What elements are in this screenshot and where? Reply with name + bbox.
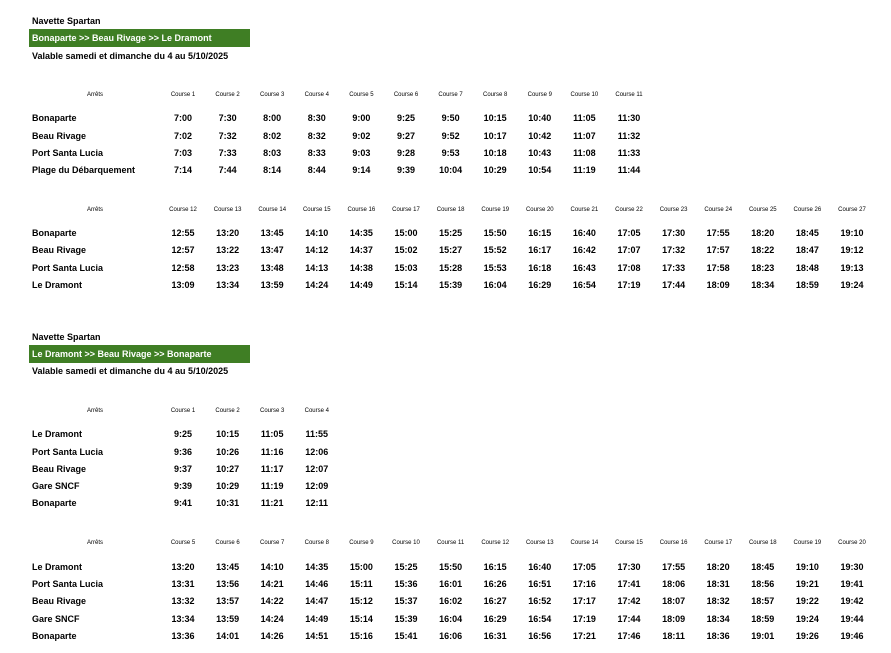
departure-time: 15:39 [394,614,418,624]
departure-time: 18:36 [706,631,730,641]
stop-name: Le Dramont [32,562,83,572]
stop-name: Beau Rivage [32,464,87,474]
departure-time: 10:42 [528,131,552,141]
departure-time: 11:08 [573,148,596,158]
course-header: Course 7 [438,92,463,98]
departure-time: 16:04 [439,614,463,624]
departure-time: 13:20 [171,562,195,572]
course-header: Course 10 [392,540,420,546]
departure-time: 15:00 [394,228,418,238]
departure-time: 19:26 [795,631,819,641]
departure-time: 15:50 [439,562,463,572]
departure-time: 16:42 [572,245,596,255]
departure-time: 7:33 [218,148,237,158]
course-header: Course 11 [615,92,643,98]
stop-name: Beau Rivage [32,245,87,255]
departure-time: 14:26 [260,631,284,641]
validity-text: Valable samedi et dimanche du 4 au 5/10/2025 [32,366,229,376]
course-header: Course 5 [170,540,196,546]
course-header: Course 11 [436,540,465,546]
departure-time: 7:30 [218,113,237,123]
departure-time: 19:46 [840,631,864,641]
course-header: Course 25 [748,207,777,213]
departure-time: 14:10 [305,228,329,238]
departure-time: 10:29 [216,481,240,491]
departure-time: 10:29 [483,165,507,175]
course-header: Course 2 [215,92,240,98]
stops-header-label: Arrêts [86,408,103,414]
course-header: Course 18 [748,540,777,546]
departure-time: 14:22 [260,596,284,606]
departure-time: 18:34 [706,614,730,624]
departure-time: 11:55 [305,429,329,439]
departure-time: 13:59 [216,614,240,624]
course-header: Course 9 [349,540,374,546]
departure-time: 7:00 [173,113,192,123]
departure-time: 9:02 [352,131,371,141]
departure-time: 16:54 [572,280,596,290]
departure-time: 13:34 [216,280,240,290]
departure-time: 16:56 [528,631,552,641]
course-header: Course 7 [260,540,285,546]
departure-time: 12:07 [305,464,329,474]
departure-time: 13:45 [216,562,240,572]
departure-time: 10:27 [216,464,240,474]
departure-time: 13:48 [260,263,284,273]
departure-time: 9:37 [173,464,192,474]
course-header: Course 15 [615,540,643,546]
departure-time: 9:00 [352,113,371,123]
departure-time: 18:57 [751,596,775,606]
departure-time: 11:16 [260,447,284,457]
departure-time: 14:38 [349,263,373,273]
stop-name: Port Santa Lucia [32,579,104,589]
departure-time: 18:07 [662,596,686,606]
departure-time: 14:37 [349,245,373,255]
course-header: Course 13 [525,540,554,546]
departure-time: 14:12 [305,245,329,255]
departure-time: 8:14 [263,165,282,175]
departure-time: 19:24 [840,280,864,290]
departure-time: 18:48 [795,263,819,273]
departure-time: 11:33 [617,148,641,158]
course-header: Course 14 [258,207,287,213]
departure-time: 19:13 [840,263,864,273]
departure-time: 16:40 [572,228,596,238]
departure-time: 13:56 [216,579,240,589]
course-header: Course 17 [704,540,733,546]
course-header: Course 16 [347,207,376,213]
departure-time: 11:30 [617,113,641,123]
departure-time: 17:21 [572,631,596,641]
departure-time: 17:30 [617,562,641,572]
departure-time: 17:58 [706,263,730,273]
course-header: Course 8 [304,540,329,546]
departure-time: 10:54 [528,165,552,175]
departure-time: 16:54 [528,614,552,624]
departure-time: 16:01 [439,579,463,589]
departure-time: 9:53 [441,148,460,158]
departure-time: 15:50 [483,228,507,238]
course-header: Course 6 [393,92,419,98]
departure-time: 14:51 [305,631,329,641]
course-header: Course 5 [349,92,374,98]
departure-time: 18:23 [751,263,775,273]
stops-header-label: Arrêts [86,540,103,546]
stop-name: Bonaparte [32,113,77,123]
departure-time: 8:44 [307,165,326,175]
departure-time: 19:24 [795,614,819,624]
course-header: Course 21 [570,207,599,213]
course-header: Course 15 [302,207,331,213]
course-header: Course 22 [615,207,643,213]
departure-time: 8:33 [307,148,326,158]
departure-time: 11:05 [260,429,284,439]
departure-time: 18:45 [751,562,775,572]
course-header: Course 6 [215,540,240,546]
stops-header-label: Arrêts [86,92,103,98]
departure-time: 19:10 [840,228,864,238]
departure-time: 16:29 [483,614,507,624]
departure-time: 15:37 [394,596,418,606]
departure-time: 19:21 [795,579,819,589]
departure-time: 12:57 [171,245,195,255]
departure-time: 17:08 [617,263,641,273]
departure-time: 9:28 [396,148,415,158]
departure-time: 17:33 [662,263,686,273]
departure-time: 9:50 [441,113,460,123]
stop-name: Bonaparte [32,228,77,238]
departure-time: 17:05 [617,228,641,238]
departure-time: 7:32 [218,131,237,141]
departure-time: 16:04 [483,280,507,290]
departure-time: 12:58 [171,263,195,273]
departure-time: 13:45 [260,228,284,238]
departure-time: 18:11 [662,631,685,641]
departure-time: 16:40 [528,562,552,572]
departure-time: 18:59 [751,614,775,624]
departure-time: 18:09 [706,280,730,290]
stop-name: Beau Rivage [32,596,87,606]
departure-time: 10:18 [483,148,507,158]
course-header: Course 18 [436,207,465,213]
course-header: Course 3 [260,92,285,98]
departure-time: 17:44 [617,614,641,624]
departure-time: 15:36 [394,579,418,589]
departure-time: 17:19 [572,614,596,624]
departure-time: 13:20 [216,228,240,238]
departure-time: 16:27 [483,596,507,606]
departure-time: 15:25 [394,562,418,572]
departure-time: 10:17 [483,131,507,141]
stop-name: Le Dramont [32,280,83,290]
course-header: Course 13 [213,207,242,213]
departure-time: 18:32 [706,596,730,606]
departure-time: 16:26 [483,579,507,589]
departure-time: 11:21 [260,498,284,508]
departure-time: 19:22 [795,596,819,606]
course-header: Course 26 [793,207,822,213]
stop-name: Port Santa Lucia [32,148,104,158]
departure-time: 15:52 [483,245,507,255]
departure-time: 19:01 [751,631,775,641]
departure-time: 17:17 [572,596,596,606]
course-header: Course 23 [659,207,688,213]
stop-name: Gare SNCF [32,614,80,624]
departure-time: 12:55 [171,228,195,238]
departure-time: 16:06 [439,631,463,641]
departure-time: 15:03 [394,263,418,273]
course-header: Course 19 [793,540,822,546]
course-header: Course 12 [169,207,197,213]
course-header: Course 1 [170,408,196,414]
departure-time: 9:25 [396,113,415,123]
course-header: Course 12 [481,540,510,546]
course-header: Course 20 [838,540,866,546]
departure-time: 14:24 [260,614,284,624]
departure-time: 7:44 [218,165,237,175]
departure-time: 14:24 [305,280,329,290]
departure-time: 17:41 [617,579,641,589]
departure-time: 18:20 [751,228,775,238]
departure-time: 16:17 [528,245,552,255]
departure-time: 15:14 [349,614,373,624]
departure-time: 10:31 [216,498,240,508]
departure-time: 8:32 [307,131,326,141]
departure-time: 18:59 [795,280,819,290]
departure-time: 14:47 [305,596,329,606]
departure-time: 8:00 [263,113,282,123]
departure-time: 13:36 [171,631,195,641]
departure-time: 18:20 [706,562,730,572]
departure-time: 18:56 [751,579,775,589]
departure-time: 11:19 [573,165,596,175]
course-header: Course 14 [570,540,599,546]
departure-time: 14:46 [305,579,329,589]
departure-time: 17:55 [662,562,686,572]
departure-time: 13:59 [260,280,284,290]
departure-time: 15:14 [394,280,418,290]
stop-name: Port Santa Lucia [32,447,104,457]
course-header: Course 9 [527,92,552,98]
departure-time: 8:02 [263,131,282,141]
stops-header-label: Arrêts [86,207,103,213]
departure-time: 13:47 [260,245,284,255]
course-header: Course 27 [838,207,866,213]
stop-name: Port Santa Lucia [32,263,104,273]
departure-time: 7:03 [173,148,192,158]
departure-time: 12:11 [305,498,329,508]
departure-time: 17:42 [617,596,641,606]
departure-time: 19:41 [840,579,864,589]
course-header: Course 16 [659,540,688,546]
departure-time: 17:30 [662,228,686,238]
departure-time: 11:05 [573,113,596,123]
departure-time: 14:49 [305,614,329,624]
departure-time: 10:04 [439,165,463,175]
departure-time: 10:15 [483,113,507,123]
departure-time: 14:35 [305,562,329,572]
departure-time: 11:19 [260,481,284,491]
departure-time: 15:11 [350,579,373,589]
route-banner: Bonaparte >> Beau Rivage >> Le Dramont [29,29,250,47]
course-header: Course 4 [304,92,329,98]
departure-time: 17:57 [706,245,730,255]
departure-time: 12:09 [305,481,329,491]
departure-time: 19:42 [840,596,864,606]
course-header: Course 2 [215,408,240,414]
departure-time: 10:15 [216,429,240,439]
departure-time: 9:36 [173,447,192,457]
stop-name: Beau Rivage [32,131,87,141]
departure-time: 13:09 [171,280,195,290]
departure-time: 17:44 [662,280,686,290]
departure-time: 15:27 [439,245,463,255]
course-header: Course 19 [481,207,510,213]
route-banner: Le Dramont >> Beau Rivage >> Bonaparte [29,345,250,363]
departure-time: 16:31 [483,631,507,641]
course-header: Course 1 [170,92,196,98]
departure-time: 8:03 [263,148,282,158]
course-header: Course 24 [704,207,733,213]
stop-name: Plage du Débarquement [32,165,136,175]
departure-time: 9:39 [173,481,192,491]
departure-time: 15:53 [483,263,507,273]
departure-time: 13:32 [171,596,195,606]
departure-time: 16:29 [528,280,552,290]
course-header: Course 8 [483,92,508,98]
course-header: Course 3 [260,408,285,414]
departure-time: 15:39 [439,280,463,290]
section-title: Navette Spartan [32,332,101,342]
course-header: Course 17 [392,207,420,213]
stop-name: Gare SNCF [32,481,80,491]
departure-time: 14:49 [349,280,373,290]
departure-time: 16:18 [528,263,552,273]
departure-time: 9:03 [352,148,371,158]
stop-name: Bonaparte [32,498,77,508]
departure-time: 18:31 [706,579,730,589]
departure-time: 17:05 [572,562,596,572]
departure-time: 15:28 [439,263,463,273]
departure-time: 16:52 [528,596,552,606]
departure-time: 9:41 [173,498,192,508]
departure-time: 17:55 [706,228,730,238]
stop-name: Le Dramont [32,429,83,439]
validity-text: Valable samedi et dimanche du 4 au 5/10/2025 [32,51,229,61]
departure-time: 17:46 [617,631,641,641]
departure-time: 17:16 [572,579,596,589]
departure-time: 18:09 [662,614,686,624]
departure-time: 7:02 [173,131,192,141]
departure-time: 19:12 [840,245,864,255]
departure-time: 8:30 [307,113,326,123]
departure-time: 17:07 [617,245,641,255]
departure-time: 11:07 [573,131,596,141]
departure-time: 13:23 [216,263,240,273]
course-header: Course 10 [570,92,599,98]
departure-time: 15:00 [349,562,373,572]
departure-time: 16:02 [439,596,463,606]
departure-time: 19:44 [840,614,864,624]
departure-time: 7:14 [173,165,192,175]
departure-time: 10:26 [216,447,240,457]
departure-time: 14:01 [216,631,240,641]
departure-time: 16:15 [483,562,507,572]
departure-time: 17:19 [617,280,641,290]
departure-time: 14:35 [349,228,373,238]
departure-time: 16:43 [572,263,596,273]
departure-time: 9:14 [352,165,371,175]
departure-time: 18:47 [795,245,819,255]
departure-time: 13:57 [216,596,240,606]
departure-time: 17:32 [662,245,686,255]
departure-time: 19:30 [840,562,864,572]
departure-time: 9:39 [396,165,415,175]
departure-time: 13:31 [171,579,195,589]
departure-time: 14:10 [260,562,284,572]
course-header: Course 20 [525,207,554,213]
departure-time: 15:41 [394,631,418,641]
departure-time: 18:06 [662,579,686,589]
departure-time: 11:44 [617,165,641,175]
departure-time: 10:40 [528,113,552,123]
course-header: Course 4 [304,408,329,414]
departure-time: 15:25 [439,228,463,238]
departure-time: 9:52 [441,131,460,141]
departure-time: 13:34 [171,614,195,624]
departure-time: 10:43 [528,148,552,158]
departure-time: 16:51 [528,579,552,589]
departure-time: 15:16 [349,631,373,641]
departure-time: 18:34 [751,280,775,290]
departure-time: 14:13 [305,263,329,273]
stop-name: Bonaparte [32,631,77,641]
section-title: Navette Spartan [32,16,101,26]
departure-time: 11:32 [617,131,641,141]
departure-time: 12:06 [305,447,329,457]
departure-time: 9:25 [173,429,192,439]
departure-time: 18:45 [795,228,819,238]
departure-time: 14:21 [260,579,284,589]
departure-time: 11:17 [260,464,284,474]
departure-time: 16:15 [528,228,552,238]
departure-time: 15:02 [394,245,418,255]
departure-time: 18:22 [751,245,775,255]
departure-time: 15:12 [349,596,373,606]
departure-time: 19:10 [795,562,819,572]
departure-time: 9:27 [396,131,415,141]
departure-time: 13:22 [216,245,240,255]
